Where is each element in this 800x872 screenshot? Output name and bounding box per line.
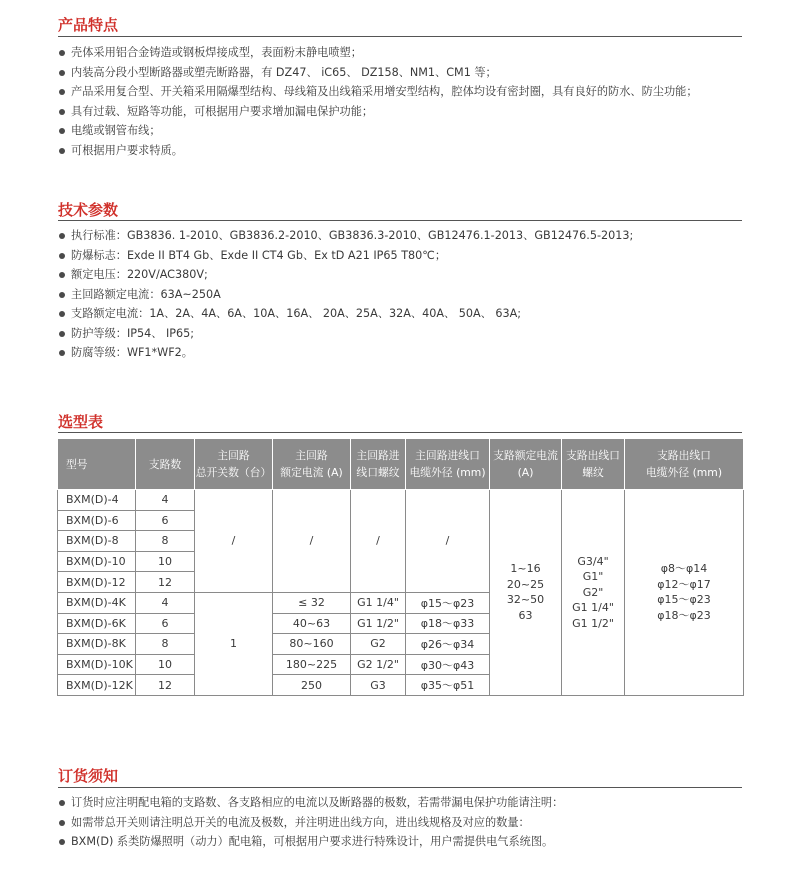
header-branch-thread: 支路出线口 螺纹 <box>562 439 625 490</box>
list-item: 可根据用户要求特质。 <box>58 141 698 161</box>
list-item: 防腐等级：WF1*WF2。 <box>58 343 633 363</box>
header-main-switch: 主回路 总开关数（台） <box>195 439 273 490</box>
cell-branch-thread: G3/4" G1" G2" G1 1/4" G1 1/2" <box>562 490 625 696</box>
features-divider <box>58 36 742 37</box>
cell-main-current: 180~225 <box>273 654 351 675</box>
cell-main-thread: G2 <box>351 634 406 655</box>
selection-table <box>57 438 744 696</box>
header-model: 型号 <box>58 439 136 490</box>
list-item: 执行标准：GB3836. 1-2010、GB3836.2-2010、GB3836.3-2010、GB12476.1-2013、GB12476.5-2013; <box>58 226 633 246</box>
cell-main-current: ≤ 32 <box>273 592 351 613</box>
cell-main-cable: φ35～φ51 <box>406 675 490 696</box>
cell-main-current: / <box>273 490 351 593</box>
list-item: 电缆或钢管布线； <box>58 121 698 141</box>
list-item: 如需带总开关则请注明总开关的电流及极数，并注明进出线方向，进出线规格及对应的数量： <box>58 813 563 833</box>
ordering-list <box>58 793 563 852</box>
list-item: 额定电压：220V/AC380V; <box>58 265 633 285</box>
cell-main-current: 80~160 <box>273 634 351 655</box>
list-item: 支路额定电流：1A、2A、4A、6A、10A、16A、 20A、25A、32A、40A、 50A、 63A; <box>58 304 633 324</box>
cell-main-cable: φ30～φ43 <box>406 654 490 675</box>
ordering-divider <box>58 787 742 788</box>
cell-model: BXM(D)-12K <box>58 675 136 696</box>
cell-branches: 10 <box>136 551 195 572</box>
cell-model: BXM(D)-4 <box>58 490 136 511</box>
header-branch-cable: 支路出线口 电缆外径 (mm) <box>625 439 744 490</box>
cell-main-thread: G3 <box>351 675 406 696</box>
list-item: 防护等级：IP54、 IP65; <box>58 324 633 344</box>
cell-branches: 8 <box>136 634 195 655</box>
list-item: 壳体采用铝合金铸造或钢板焊接成型，表面粉末静电喷塑； <box>58 43 698 63</box>
cell-main-current: 40~63 <box>273 613 351 634</box>
cell-branches: 6 <box>136 613 195 634</box>
cell-model: BXM(D)-8K <box>58 634 136 655</box>
cell-branch-current: 1~16 20~25 32~50 63 <box>490 490 562 696</box>
cell-main-thread: G1 1/4" <box>351 592 406 613</box>
header-main-current: 主回路 额定电流 (A) <box>273 439 351 490</box>
ordering-title: 订货须知 <box>58 767 119 785</box>
specs-list <box>58 226 633 363</box>
cell-branches: 12 <box>136 572 195 593</box>
cell-model: BXM(D)-10 <box>58 551 136 572</box>
table-row <box>58 490 744 511</box>
cell-model: BXM(D)-12 <box>58 572 136 593</box>
features-list <box>58 43 698 160</box>
list-item: 订货时应注明配电箱的支路数、各支路相应的电流以及断路器的极数，若需带漏电保护功能请注明： <box>58 793 563 813</box>
cell-main-thread: / <box>351 490 406 593</box>
list-item: BXM(D) 系类防爆照明（动力）配电箱，可根据用户要求进行特殊设计，用户需提供电气系统图。 <box>58 832 563 852</box>
table-header-row <box>58 439 744 490</box>
cell-branches: 10 <box>136 654 195 675</box>
cell-model: BXM(D)-8 <box>58 531 136 552</box>
list-item: 主回路额定电流：63A~250A <box>58 285 633 305</box>
cell-model: BXM(D)-6K <box>58 613 136 634</box>
cell-branches: 4 <box>136 490 195 511</box>
list-item: 产品采用复合型、开关箱采用隔爆型结构、母线箱及出线箱采用增安型结构，腔体均设有密封圈，具有良好的防水、防尘功能； <box>58 82 698 102</box>
list-item: 内装高分段小型断路器或塑壳断路器，有 DZ47、 iC65、 DZ158、NM1、CM1 等； <box>58 63 698 83</box>
cell-main-current: 250 <box>273 675 351 696</box>
cell-branches: 8 <box>136 531 195 552</box>
selection-title: 选型表 <box>58 413 104 431</box>
list-item: 具有过载、短路等功能，可根据用户要求增加漏电保护功能； <box>58 102 698 122</box>
cell-main-thread: G1 1/2" <box>351 613 406 634</box>
cell-branches: 4 <box>136 592 195 613</box>
features-title: 产品特点 <box>58 16 119 34</box>
cell-branches: 12 <box>136 675 195 696</box>
cell-main-switch: 1 <box>195 592 273 695</box>
header-branch-current: 支路额定电流 (A) <box>490 439 562 490</box>
cell-model: BXM(D)-6 <box>58 510 136 531</box>
selection-divider <box>58 432 742 433</box>
specs-title: 技术参数 <box>58 201 119 219</box>
cell-branches: 6 <box>136 510 195 531</box>
header-main-thread: 主回路进 线口螺纹 <box>351 439 406 490</box>
header-branches: 支路数 <box>136 439 195 490</box>
cell-main-cable: φ26～φ34 <box>406 634 490 655</box>
header-main-cable: 主回路进线口 电缆外径 (mm) <box>406 439 490 490</box>
cell-main-thread: G2 1/2" <box>351 654 406 675</box>
specs-divider <box>58 220 742 221</box>
cell-branch-cable: φ8～φ14 φ12～φ17 φ15～φ23 φ18～φ23 <box>625 490 744 696</box>
cell-model: BXM(D)-4K <box>58 592 136 613</box>
list-item: 防爆标志：Exde II BT4 Gb、Exde II CT4 Gb、Ex tD A21 IP65 T80℃； <box>58 246 633 266</box>
cell-main-cable: φ18～φ33 <box>406 613 490 634</box>
cell-model: BXM(D)-10K <box>58 654 136 675</box>
cell-main-cable: φ15～φ23 <box>406 592 490 613</box>
cell-main-switch: / <box>195 490 273 593</box>
cell-main-cable: / <box>406 490 490 593</box>
